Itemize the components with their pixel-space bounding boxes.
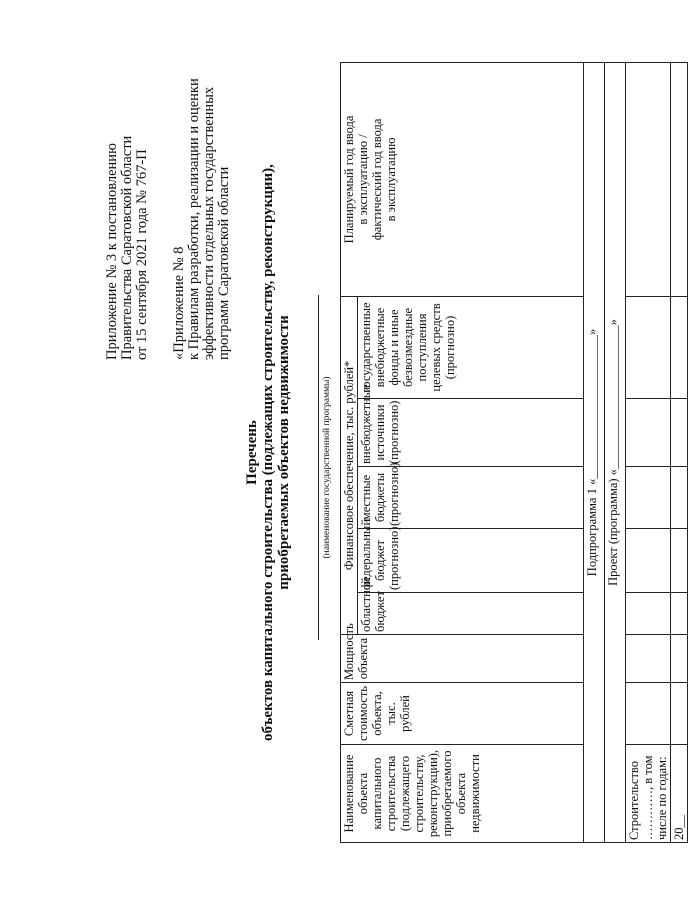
objects-table: [340, 62, 688, 843]
annex-line: «Приложение № 8: [171, 246, 187, 360]
header-text: объекта: [454, 772, 468, 815]
appendix-line: Правительства Саратовской области: [119, 135, 135, 360]
header-fin-funds: [358, 296, 584, 398]
header-text: фонды и иные: [387, 309, 401, 386]
header-text: (прогнозно): [387, 400, 401, 464]
header-text: федеральный: [359, 518, 373, 590]
subprogram-row: Подпрограмма 1 «_______________________»: [584, 62, 605, 842]
table-cell: [671, 296, 688, 398]
header-text: приобретаемого: [440, 750, 454, 837]
header-fin-extrabudget: [358, 384, 584, 467]
document-subtitle: объектов капитального строительства (подлежащих строительству, реконструкции),: [260, 164, 276, 741]
table-row: [626, 62, 671, 842]
document-subtitle: приобретаемых объектов недвижимости: [276, 315, 292, 590]
annex-line: к Правилам разработки, реализации и оценки: [186, 78, 202, 360]
table-cell: [671, 683, 688, 745]
table-cell: [626, 635, 671, 683]
header-text: областной: [359, 577, 373, 632]
header-text: объекта,: [370, 691, 384, 736]
header-capacity: [341, 623, 584, 683]
header-text: (подлежащего: [398, 755, 412, 832]
year-cell: 20__: [671, 745, 688, 843]
program-name-line: [318, 295, 319, 640]
header-text: (прогнозно): [443, 315, 457, 380]
header-text: объекта: [356, 772, 370, 815]
header-text: целевых средств: [429, 303, 443, 392]
header-text: реконструкции),: [426, 749, 440, 838]
header-text: капитального: [370, 757, 384, 830]
appendix-line: от 15 сентября 2021 года № 767-П: [134, 149, 150, 360]
table-cell: [671, 399, 688, 467]
document-title: Перечень: [244, 420, 260, 485]
table-cell: [626, 683, 671, 745]
header-cost: [341, 683, 584, 745]
header-text: строительства: [384, 755, 398, 832]
header-text: объекта: [356, 637, 370, 680]
table-cell: [626, 593, 671, 635]
header-financing: Финансовое обеспечение, тыс. рублей*: [341, 296, 358, 634]
table-cell: [626, 399, 671, 467]
table-cell: [626, 467, 671, 529]
header-text: Мощность: [342, 623, 356, 680]
table-cell: [671, 593, 688, 635]
table-cell: [671, 529, 688, 593]
table-row: [671, 62, 688, 842]
row-text: …………, в том: [641, 755, 655, 840]
header-text: тыс. рублей: [384, 695, 412, 732]
table-cell: [626, 296, 671, 398]
appendix-header: [105, 136, 150, 360]
program-caption: (наименование государственной программы): [322, 376, 332, 559]
table-cell: [671, 467, 688, 529]
row-text: числе по годам:: [655, 756, 669, 840]
annex-line: эффективности отдельных государственных: [201, 86, 217, 360]
header-text: поступления: [415, 313, 429, 382]
table-cell: [626, 62, 671, 296]
annex-header: [172, 78, 232, 360]
header-text: недвижимости: [468, 754, 482, 833]
header-text: Наименование: [342, 754, 356, 833]
header-text: внебюджетные: [373, 307, 387, 388]
project-row: Проект (программа) «_______________________»: [605, 62, 626, 842]
table-cell: [626, 529, 671, 593]
header-object-name: [341, 745, 584, 843]
appendix-line: Приложение № 3 к постановлению: [104, 143, 120, 360]
row-text: Строительство: [627, 760, 641, 840]
header-text: бюджеты: [373, 472, 387, 523]
header-text: (прогнозно): [387, 526, 401, 590]
construction-cell: [626, 745, 671, 843]
header-text: Планируемый год ввода: [342, 115, 356, 244]
header-text: в эксплуатацию /: [356, 134, 370, 225]
table-cell: [671, 62, 688, 296]
header-text: стоимость: [356, 686, 370, 741]
header-text: фактический год ввода: [370, 118, 384, 241]
table-cell: [671, 635, 688, 683]
header-fin-regional: [358, 577, 584, 635]
header-fin-federal: [358, 518, 584, 593]
header-year: [341, 62, 584, 296]
header-text: бюджет: [373, 540, 387, 581]
header-text: Сметная: [342, 690, 356, 737]
header-text: внебюджетные: [359, 384, 373, 464]
header-fin-local: [358, 462, 584, 529]
header-text: местные: [359, 474, 373, 521]
header-text: в эксплуатацию: [384, 137, 398, 222]
header-text: строительству,: [412, 754, 426, 833]
header-text: (прогнозно): [387, 462, 401, 526]
header-text: бюджет: [373, 591, 387, 632]
header-text: государственные: [359, 302, 373, 393]
annex-line: программ Саратовской области: [216, 166, 232, 360]
header-text: источники: [373, 404, 387, 461]
header-text: безвозмездные: [401, 307, 415, 387]
